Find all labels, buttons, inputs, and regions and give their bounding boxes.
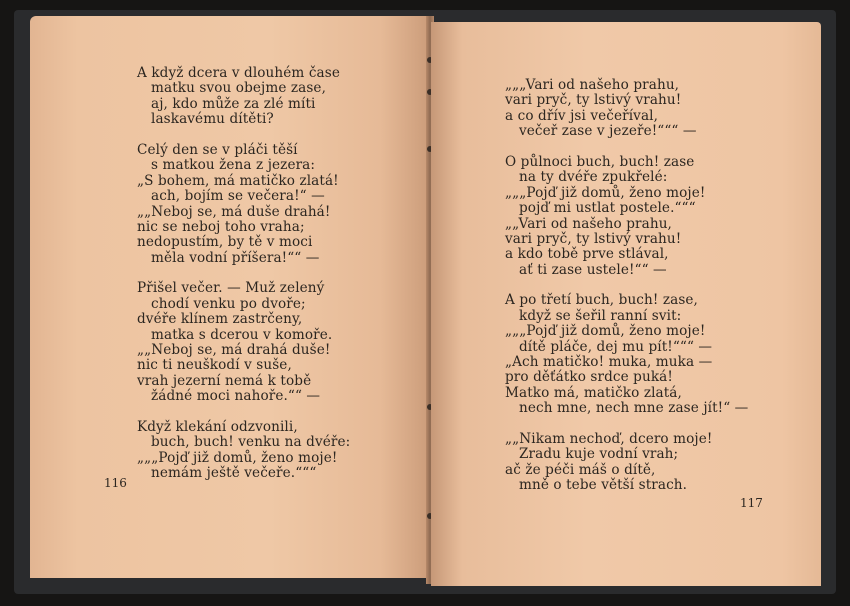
poem-line: A když dcera v dlouhém čase — [137, 65, 340, 81]
poem-line: „„„Pojď již domů, ženo moje! — [137, 449, 338, 466]
poem-line: nic ti neuškodí v suše, — [137, 357, 292, 374]
poem-line: a co dřív jsi večeříval, — [505, 107, 659, 124]
left-page — [30, 16, 428, 578]
poem-line: večeř zase v jezeře!“““ — — [519, 123, 697, 140]
right-page — [431, 22, 821, 586]
poem-line: a kdo tobě prve stlával, — [505, 246, 669, 263]
poem-line: pro děťátko srdce puká! — [505, 369, 673, 386]
poem-line: dvéře klínem zastrčeny, — [137, 311, 303, 328]
poem-line: matku svou obejme zase, — [151, 80, 326, 97]
poem-line: nemám ještě večeře.“““ — [151, 465, 317, 482]
poem-line: mně o tebe větší strach. — [519, 477, 688, 494]
poem-line: ač že péči máš o dítě, — [505, 461, 656, 478]
poem-line: buch, buch! venku na dvéře: — [151, 434, 351, 451]
poem-line: laskavému dítěti? — [151, 111, 274, 128]
poem-line: Celý den se v pláči těší — [137, 141, 298, 158]
poem-line: „„„Pojď již domů, ženo moje! — [505, 184, 706, 201]
stanza-break — [505, 417, 748, 432]
poem-line: „„Neboj se, má duše drahá! — [137, 203, 331, 220]
poem-line: Když klekání odzvonili, — [137, 418, 298, 435]
poem-line: aj, kdo může za zlé míti — [151, 95, 316, 112]
poem-line: s matkou žena z jezera: — [151, 157, 316, 174]
poem-line: „„„Pojď již domů, ženo moje! — [505, 323, 706, 340]
stanza-break — [505, 278, 748, 293]
stanza-break — [137, 405, 350, 420]
poem-line: dítě pláče, dej mu pít!“““ — — [519, 338, 713, 355]
poem-line: O půlnoci buch, buch! zase — [505, 153, 695, 170]
poem-line: na ty dvéře zpukřelé: — [519, 169, 668, 186]
poem-line: ať ti zase ustele!““ — — [519, 261, 667, 278]
poem-line: „„Vari od našeho prahu, — [505, 215, 672, 232]
poem-line: „Ach matičko! muka, muka — — [505, 354, 713, 371]
poem-line: „„Neboj se, má drahá duše! — [137, 342, 331, 359]
poem-line: „„Nikam nechoď, dcero moje! — [505, 430, 713, 447]
stanza-break — [137, 266, 350, 281]
poem-line: když se šeřil ranní svit: — [519, 307, 682, 324]
poem-line: Přišel večer. — Muž zelený — [137, 280, 325, 297]
poem-line: „S bohem, má matičko zlatá! — [137, 172, 339, 189]
poem-line: vrah jezerní nemá k tobě — [137, 372, 312, 389]
poem-line: měla vodní příšera!““ — — [151, 249, 320, 266]
poem-line: „„„Vari od našeho prahu, — [505, 77, 680, 93]
right-page-number: 117 — [740, 496, 763, 510]
poem-line: pojď mi ustlat postele.“““ — [519, 200, 696, 217]
left-page-number: 116 — [104, 476, 127, 490]
stanza-break — [505, 140, 748, 155]
poem-line: žádné moci nahoře.““ — — [151, 388, 321, 405]
poem-line: nic se neboj toho vraha; — [137, 218, 305, 235]
left-page-poem — [137, 66, 350, 482]
stanza-break — [137, 128, 350, 143]
poem-line: nedopustím, by tě v moci — [137, 234, 313, 251]
poem-line: Matko má, matičko zlatá, — [505, 384, 682, 401]
poem-line: chodí venku po dvoře; — [151, 295, 306, 312]
poem-line: vari pryč, ty lstivý vrahu! — [505, 92, 682, 109]
poem-line: A po třetí buch, buch! zase, — [505, 292, 698, 309]
poem-line: nech mne, nech mne zase jít!“ — — [519, 400, 749, 417]
poem-line: Zradu kuje vodní vrah; — [519, 446, 679, 463]
poem-line: matka s dcerou v komoře. — [151, 326, 333, 343]
right-page-poem — [505, 78, 748, 494]
poem-line: vari pryč, ty lstivý vrahu! — [505, 230, 682, 247]
poem-line: ach, bojím se večera!“ — — [151, 188, 325, 205]
